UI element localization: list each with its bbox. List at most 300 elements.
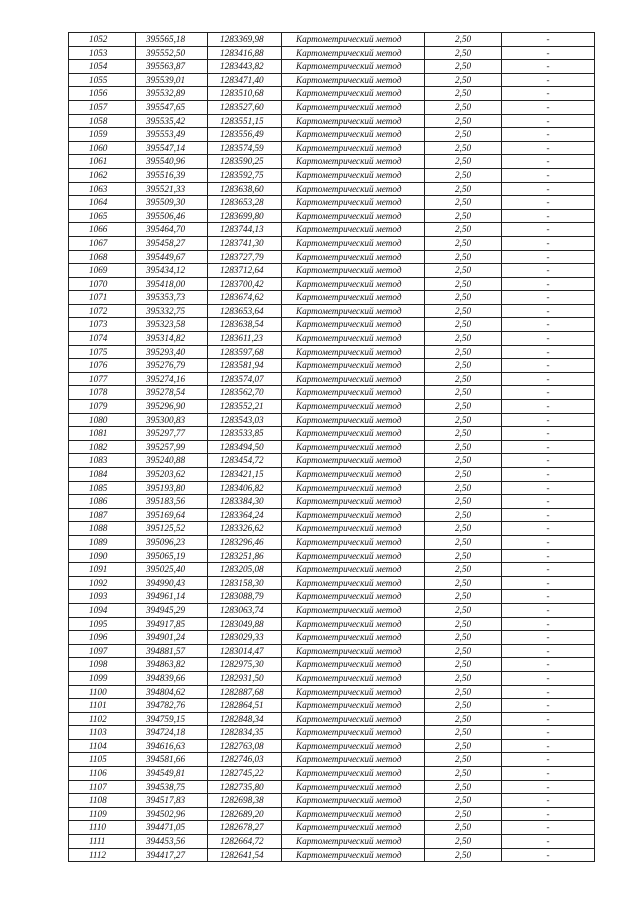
x-coordinate-cell: 394759,15 <box>136 712 208 726</box>
x-coordinate-cell: 395464,70 <box>136 223 208 237</box>
method-cell: Картометрический метод <box>282 223 425 237</box>
y-coordinate-cell: 1283556,49 <box>208 128 282 142</box>
point-number-cell: 1081 <box>69 427 136 441</box>
y-coordinate-cell: 1283205,08 <box>208 563 282 577</box>
note-cell: - <box>502 196 595 210</box>
point-number-cell: 1097 <box>69 644 136 658</box>
table-row <box>69 332 595 346</box>
point-number-cell: 1108 <box>69 794 136 808</box>
accuracy-cell: 2,50 <box>425 563 502 577</box>
table-row <box>69 835 595 849</box>
method-cell: Картометрический метод <box>282 631 425 645</box>
note-cell: - <box>502 155 595 169</box>
point-number-cell: 1105 <box>69 753 136 767</box>
point-number-cell: 1079 <box>69 400 136 414</box>
point-number-cell: 1064 <box>69 196 136 210</box>
y-coordinate-cell: 1283326,62 <box>208 522 282 536</box>
note-cell: - <box>502 739 595 753</box>
point-number-cell: 1075 <box>69 345 136 359</box>
x-coordinate-cell: 395509,30 <box>136 196 208 210</box>
table-row <box>69 291 595 305</box>
x-coordinate-cell: 394502,96 <box>136 807 208 821</box>
accuracy-cell: 2,50 <box>425 454 502 468</box>
table-row <box>69 454 595 468</box>
x-coordinate-cell: 394881,57 <box>136 644 208 658</box>
method-cell: Картометрический метод <box>282 359 425 373</box>
x-coordinate-cell: 395547,14 <box>136 141 208 155</box>
accuracy-cell: 2,50 <box>425 508 502 522</box>
point-number-cell: 1061 <box>69 155 136 169</box>
note-cell: - <box>502 549 595 563</box>
accuracy-cell: 2,50 <box>425 699 502 713</box>
table-row <box>69 603 595 617</box>
table-row <box>69 549 595 563</box>
accuracy-cell: 2,50 <box>425 318 502 332</box>
note-cell: - <box>502 821 595 835</box>
point-number-cell: 1090 <box>69 549 136 563</box>
table-row <box>69 576 595 590</box>
point-number-cell: 1089 <box>69 535 136 549</box>
y-coordinate-cell: 1283638,60 <box>208 182 282 196</box>
method-cell: Картометрический метод <box>282 291 425 305</box>
point-number-cell: 1076 <box>69 359 136 373</box>
x-coordinate-cell: 395314,82 <box>136 332 208 346</box>
accuracy-cell: 2,50 <box>425 277 502 291</box>
x-coordinate-cell: 394901,24 <box>136 631 208 645</box>
note-cell: - <box>502 73 595 87</box>
method-cell: Картометрический метод <box>282 522 425 536</box>
x-coordinate-cell: 395274,16 <box>136 372 208 386</box>
method-cell: Картометрический метод <box>282 209 425 223</box>
y-coordinate-cell: 1282698,38 <box>208 794 282 808</box>
method-cell: Картометрический метод <box>282 753 425 767</box>
accuracy-cell: 2,50 <box>425 644 502 658</box>
method-cell: Картометрический метод <box>282 671 425 685</box>
accuracy-cell: 2,50 <box>425 141 502 155</box>
table-row <box>69 277 595 291</box>
table-row <box>69 726 595 740</box>
x-coordinate-cell: 394417,27 <box>136 848 208 862</box>
point-number-cell: 1093 <box>69 590 136 604</box>
table-row <box>69 848 595 862</box>
point-number-cell: 1060 <box>69 141 136 155</box>
accuracy-cell: 2,50 <box>425 87 502 101</box>
y-coordinate-cell: 1283533,85 <box>208 427 282 441</box>
x-coordinate-cell: 394863,82 <box>136 658 208 672</box>
x-coordinate-cell: 394453,56 <box>136 835 208 849</box>
y-coordinate-cell: 1283014,47 <box>208 644 282 658</box>
table-row <box>69 535 595 549</box>
method-cell: Картометрический метод <box>282 114 425 128</box>
table-row <box>69 182 595 196</box>
table-row <box>69 739 595 753</box>
y-coordinate-cell: 1282931,50 <box>208 671 282 685</box>
point-number-cell: 1054 <box>69 60 136 74</box>
method-cell: Картометрический метод <box>282 196 425 210</box>
note-cell: - <box>502 359 595 373</box>
method-cell: Картометрический метод <box>282 454 425 468</box>
table-row <box>69 100 595 114</box>
coordinates-table <box>68 32 595 862</box>
y-coordinate-cell: 1283421,15 <box>208 468 282 482</box>
accuracy-cell: 2,50 <box>425 685 502 699</box>
accuracy-cell: 2,50 <box>425 400 502 414</box>
table-row <box>69 468 595 482</box>
accuracy-cell: 2,50 <box>425 590 502 604</box>
method-cell: Картометрический метод <box>282 468 425 482</box>
x-coordinate-cell: 394517,83 <box>136 794 208 808</box>
accuracy-cell: 2,50 <box>425 753 502 767</box>
table-row <box>69 196 595 210</box>
accuracy-cell: 2,50 <box>425 209 502 223</box>
x-coordinate-cell: 395025,40 <box>136 563 208 577</box>
method-cell: Картометрический метод <box>282 644 425 658</box>
method-cell: Картометрический метод <box>282 168 425 182</box>
method-cell: Картометрический метод <box>282 603 425 617</box>
y-coordinate-cell: 1283574,07 <box>208 372 282 386</box>
accuracy-cell: 2,50 <box>425 128 502 142</box>
note-cell: - <box>502 413 595 427</box>
y-coordinate-cell: 1282887,68 <box>208 685 282 699</box>
x-coordinate-cell: 394839,66 <box>136 671 208 685</box>
x-coordinate-cell: 395193,80 <box>136 481 208 495</box>
method-cell: Картометрический метод <box>282 60 425 74</box>
x-coordinate-cell: 394917,85 <box>136 617 208 631</box>
x-coordinate-cell: 394471,05 <box>136 821 208 835</box>
table-row <box>69 372 595 386</box>
note-cell: - <box>502 440 595 454</box>
note-cell: - <box>502 141 595 155</box>
table-row <box>69 155 595 169</box>
method-cell: Картометрический метод <box>282 617 425 631</box>
point-number-cell: 1057 <box>69 100 136 114</box>
point-number-cell: 1106 <box>69 767 136 781</box>
accuracy-cell: 2,50 <box>425 821 502 835</box>
y-coordinate-cell: 1283597,68 <box>208 345 282 359</box>
table-row <box>69 807 595 821</box>
y-coordinate-cell: 1283416,88 <box>208 46 282 60</box>
method-cell: Картометрический метод <box>282 386 425 400</box>
y-coordinate-cell: 1283454,72 <box>208 454 282 468</box>
accuracy-cell: 2,50 <box>425 658 502 672</box>
table-row <box>69 699 595 713</box>
note-cell: - <box>502 372 595 386</box>
accuracy-cell: 2,50 <box>425 182 502 196</box>
note-cell: - <box>502 590 595 604</box>
point-number-cell: 1077 <box>69 372 136 386</box>
y-coordinate-cell: 1283510,68 <box>208 87 282 101</box>
note-cell: - <box>502 128 595 142</box>
table-row <box>69 60 595 74</box>
table-row <box>69 821 595 835</box>
point-number-cell: 1101 <box>69 699 136 713</box>
note-cell: - <box>502 563 595 577</box>
y-coordinate-cell: 1283527,60 <box>208 100 282 114</box>
x-coordinate-cell: 395300,83 <box>136 413 208 427</box>
table-row <box>69 522 595 536</box>
y-coordinate-cell: 1282689,20 <box>208 807 282 821</box>
x-coordinate-cell: 395169,64 <box>136 508 208 522</box>
y-coordinate-cell: 1283384,30 <box>208 495 282 509</box>
note-cell: - <box>502 780 595 794</box>
x-coordinate-cell: 395521,33 <box>136 182 208 196</box>
x-coordinate-cell: 395203,62 <box>136 468 208 482</box>
x-coordinate-cell: 395353,73 <box>136 291 208 305</box>
note-cell: - <box>502 835 595 849</box>
note-cell: - <box>502 291 595 305</box>
note-cell: - <box>502 60 595 74</box>
point-number-cell: 1107 <box>69 780 136 794</box>
point-number-cell: 1085 <box>69 481 136 495</box>
method-cell: Картометрический метод <box>282 427 425 441</box>
accuracy-cell: 2,50 <box>425 767 502 781</box>
method-cell: Картометрический метод <box>282 508 425 522</box>
table-row <box>69 712 595 726</box>
x-coordinate-cell: 395553,49 <box>136 128 208 142</box>
accuracy-cell: 2,50 <box>425 60 502 74</box>
accuracy-cell: 2,50 <box>425 576 502 590</box>
accuracy-cell: 2,50 <box>425 780 502 794</box>
x-coordinate-cell: 395540,96 <box>136 155 208 169</box>
x-coordinate-cell: 395458,27 <box>136 236 208 250</box>
accuracy-cell: 2,50 <box>425 603 502 617</box>
x-coordinate-cell: 394782,76 <box>136 699 208 713</box>
y-coordinate-cell: 1282746,03 <box>208 753 282 767</box>
point-number-cell: 1053 <box>69 46 136 60</box>
method-cell: Картометрический метод <box>282 318 425 332</box>
x-coordinate-cell: 395565,18 <box>136 33 208 47</box>
note-cell: - <box>502 100 595 114</box>
method-cell: Картометрический метод <box>282 141 425 155</box>
y-coordinate-cell: 1282848,34 <box>208 712 282 726</box>
y-coordinate-cell: 1283562,70 <box>208 386 282 400</box>
method-cell: Картометрический метод <box>282 250 425 264</box>
note-cell: - <box>502 427 595 441</box>
note-cell: - <box>502 712 595 726</box>
y-coordinate-cell: 1282664,72 <box>208 835 282 849</box>
table-row <box>69 264 595 278</box>
method-cell: Картометрический метод <box>282 549 425 563</box>
x-coordinate-cell: 395535,42 <box>136 114 208 128</box>
accuracy-cell: 2,50 <box>425 468 502 482</box>
point-number-cell: 1083 <box>69 454 136 468</box>
y-coordinate-cell: 1283494,50 <box>208 440 282 454</box>
note-cell: - <box>502 318 595 332</box>
method-cell: Картометрический метод <box>282 563 425 577</box>
note-cell: - <box>502 46 595 60</box>
method-cell: Картометрический метод <box>282 236 425 250</box>
y-coordinate-cell: 1283638,54 <box>208 318 282 332</box>
x-coordinate-cell: 395323,58 <box>136 318 208 332</box>
table-row <box>69 304 595 318</box>
method-cell: Картометрический метод <box>282 767 425 781</box>
point-number-cell: 1091 <box>69 563 136 577</box>
x-coordinate-cell: 394961,14 <box>136 590 208 604</box>
y-coordinate-cell: 1283063,74 <box>208 603 282 617</box>
method-cell: Картометрический метод <box>282 87 425 101</box>
note-cell: - <box>502 345 595 359</box>
y-coordinate-cell: 1283471,40 <box>208 73 282 87</box>
point-number-cell: 1071 <box>69 291 136 305</box>
y-coordinate-cell: 1283029,33 <box>208 631 282 645</box>
method-cell: Картометрический метод <box>282 73 425 87</box>
x-coordinate-cell: 395449,67 <box>136 250 208 264</box>
y-coordinate-cell: 1283712,64 <box>208 264 282 278</box>
y-coordinate-cell: 1283744,13 <box>208 223 282 237</box>
table-row <box>69 767 595 781</box>
x-coordinate-cell: 394724,18 <box>136 726 208 740</box>
table-row <box>69 250 595 264</box>
x-coordinate-cell: 395257,99 <box>136 440 208 454</box>
table-row <box>69 563 595 577</box>
note-cell: - <box>502 277 595 291</box>
point-number-cell: 1063 <box>69 182 136 196</box>
x-coordinate-cell: 395506,46 <box>136 209 208 223</box>
note-cell: - <box>502 644 595 658</box>
table-row <box>69 114 595 128</box>
accuracy-cell: 2,50 <box>425 46 502 60</box>
method-cell: Картометрический метод <box>282 345 425 359</box>
note-cell: - <box>502 617 595 631</box>
accuracy-cell: 2,50 <box>425 372 502 386</box>
accuracy-cell: 2,50 <box>425 100 502 114</box>
y-coordinate-cell: 1283552,21 <box>208 400 282 414</box>
coordinates-table-body <box>69 33 595 862</box>
table-row <box>69 400 595 414</box>
y-coordinate-cell: 1283653,64 <box>208 304 282 318</box>
y-coordinate-cell: 1283699,80 <box>208 209 282 223</box>
point-number-cell: 1092 <box>69 576 136 590</box>
note-cell: - <box>502 631 595 645</box>
method-cell: Картометрический метод <box>282 128 425 142</box>
y-coordinate-cell: 1283741,30 <box>208 236 282 250</box>
note-cell: - <box>502 386 595 400</box>
point-number-cell: 1080 <box>69 413 136 427</box>
note-cell: - <box>502 726 595 740</box>
method-cell: Картометрический метод <box>282 33 425 47</box>
note-cell: - <box>502 753 595 767</box>
y-coordinate-cell: 1282735,80 <box>208 780 282 794</box>
method-cell: Картометрический метод <box>282 726 425 740</box>
x-coordinate-cell: 395240,88 <box>136 454 208 468</box>
accuracy-cell: 2,50 <box>425 304 502 318</box>
point-number-cell: 1065 <box>69 209 136 223</box>
accuracy-cell: 2,50 <box>425 495 502 509</box>
point-number-cell: 1058 <box>69 114 136 128</box>
table-row <box>69 33 595 47</box>
x-coordinate-cell: 395276,79 <box>136 359 208 373</box>
y-coordinate-cell: 1283296,46 <box>208 535 282 549</box>
method-cell: Картометрический метод <box>282 699 425 713</box>
method-cell: Картометрический метод <box>282 332 425 346</box>
note-cell: - <box>502 794 595 808</box>
y-coordinate-cell: 1283653,28 <box>208 196 282 210</box>
table-row <box>69 427 595 441</box>
point-number-cell: 1102 <box>69 712 136 726</box>
note-cell: - <box>502 535 595 549</box>
y-coordinate-cell: 1283049,88 <box>208 617 282 631</box>
accuracy-cell: 2,50 <box>425 794 502 808</box>
table-row <box>69 87 595 101</box>
method-cell: Картометрический метод <box>282 535 425 549</box>
method-cell: Картометрический метод <box>282 780 425 794</box>
table-row <box>69 753 595 767</box>
table-row <box>69 644 595 658</box>
note-cell: - <box>502 848 595 862</box>
point-number-cell: 1094 <box>69 603 136 617</box>
x-coordinate-cell: 395418,00 <box>136 277 208 291</box>
point-number-cell: 1095 <box>69 617 136 631</box>
y-coordinate-cell: 1283700,42 <box>208 277 282 291</box>
method-cell: Картометрический метод <box>282 481 425 495</box>
accuracy-cell: 2,50 <box>425 739 502 753</box>
x-coordinate-cell: 395552,50 <box>136 46 208 60</box>
accuracy-cell: 2,50 <box>425 440 502 454</box>
table-row <box>69 128 595 142</box>
note-cell: - <box>502 495 595 509</box>
x-coordinate-cell: 395183,56 <box>136 495 208 509</box>
table-row <box>69 495 595 509</box>
method-cell: Картометрический метод <box>282 848 425 862</box>
table-row <box>69 508 595 522</box>
method-cell: Картометрический метод <box>282 100 425 114</box>
table-row <box>69 73 595 87</box>
y-coordinate-cell: 1283551,15 <box>208 114 282 128</box>
table-row <box>69 658 595 672</box>
note-cell: - <box>502 264 595 278</box>
table-row <box>69 168 595 182</box>
method-cell: Картометрический метод <box>282 440 425 454</box>
table-row <box>69 631 595 645</box>
x-coordinate-cell: 394581,66 <box>136 753 208 767</box>
table-row <box>69 780 595 794</box>
point-number-cell: 1084 <box>69 468 136 482</box>
note-cell: - <box>502 168 595 182</box>
accuracy-cell: 2,50 <box>425 631 502 645</box>
x-coordinate-cell: 394616,63 <box>136 739 208 753</box>
y-coordinate-cell: 1282834,35 <box>208 726 282 740</box>
point-number-cell: 1070 <box>69 277 136 291</box>
point-number-cell: 1082 <box>69 440 136 454</box>
accuracy-cell: 2,50 <box>425 223 502 237</box>
table-row <box>69 481 595 495</box>
method-cell: Картометрический метод <box>282 576 425 590</box>
note-cell: - <box>502 576 595 590</box>
y-coordinate-cell: 1283369,98 <box>208 33 282 47</box>
method-cell: Картометрический метод <box>282 712 425 726</box>
note-cell: - <box>502 223 595 237</box>
accuracy-cell: 2,50 <box>425 250 502 264</box>
point-number-cell: 1110 <box>69 821 136 835</box>
y-coordinate-cell: 1282975,30 <box>208 658 282 672</box>
note-cell: - <box>502 522 595 536</box>
method-cell: Картометрический метод <box>282 590 425 604</box>
note-cell: - <box>502 87 595 101</box>
note-cell: - <box>502 807 595 821</box>
y-coordinate-cell: 1283581,94 <box>208 359 282 373</box>
accuracy-cell: 2,50 <box>425 413 502 427</box>
x-coordinate-cell: 395125,52 <box>136 522 208 536</box>
accuracy-cell: 2,50 <box>425 264 502 278</box>
note-cell: - <box>502 236 595 250</box>
y-coordinate-cell: 1283727,79 <box>208 250 282 264</box>
note-cell: - <box>502 454 595 468</box>
y-coordinate-cell: 1283590,25 <box>208 155 282 169</box>
point-number-cell: 1074 <box>69 332 136 346</box>
method-cell: Картометрический метод <box>282 264 425 278</box>
accuracy-cell: 2,50 <box>425 522 502 536</box>
accuracy-cell: 2,50 <box>425 359 502 373</box>
